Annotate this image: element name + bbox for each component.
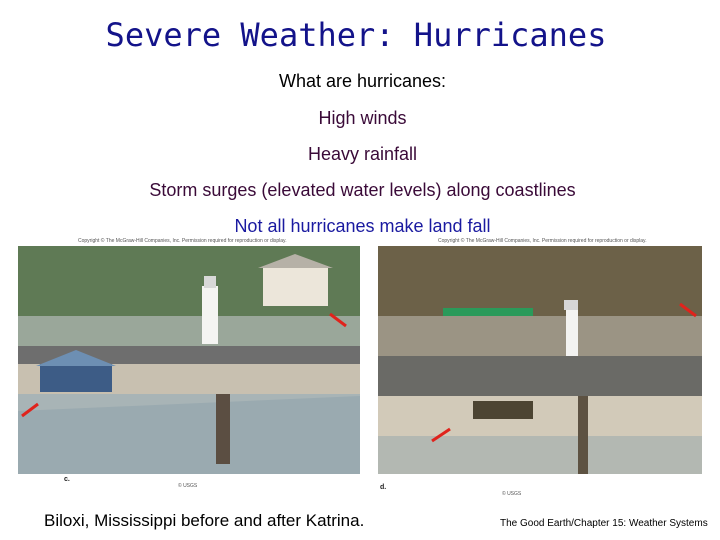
copyright-notice: Copyright © The McGraw-Hill Companies, Inc. Permission required for reproduction or display. <box>438 238 647 244</box>
bullet-storm-surges: Storm surges (elevated water levels) along coastlines <box>149 180 576 200</box>
copyright-notice: Copyright © The McGraw-Hill Companies, Inc. Permission required for reproduction or display. <box>78 238 287 244</box>
slide-title: Severe Weather: Hurricanes <box>105 16 607 54</box>
after-katrina-photo <box>378 246 702 474</box>
after-photo-label: d. <box>380 484 387 491</box>
after-photo-credit: © USGS <box>502 491 522 497</box>
bullet-high-winds: High winds <box>318 108 407 128</box>
before-photo-credit: © USGS <box>178 483 198 489</box>
photo-caption: Biloxi, Mississippi before and after Katrina. <box>44 511 365 530</box>
bullet-land-fall: Not all hurricanes make land fall <box>234 216 491 236</box>
bullet-heavy-rainfall: Heavy rainfall <box>307 144 418 164</box>
before-photo-panel <box>18 238 360 500</box>
before-katrina-photo <box>18 246 360 474</box>
after-photo-panel <box>378 238 702 500</box>
slide-footer: The Good Earth/Chapter 15: Weather Systems <box>500 518 708 529</box>
question-heading: What are hurricanes: <box>278 71 447 91</box>
before-photo-label: c. <box>64 476 70 483</box>
